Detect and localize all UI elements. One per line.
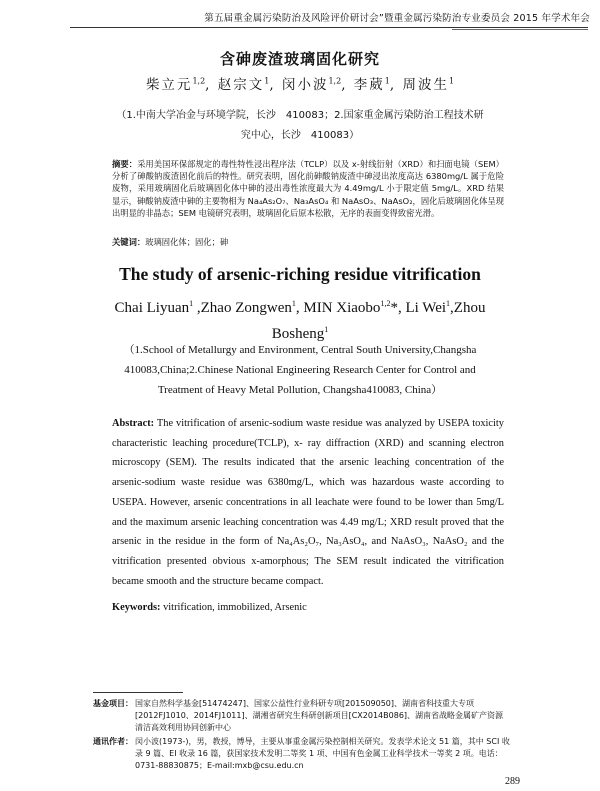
funding-label: 基金项目： xyxy=(93,699,133,708)
corresponding-author-footnote xyxy=(93,736,513,772)
author-affiliation-mark: 1,2 xyxy=(328,76,342,86)
abstract-label: 摘要： xyxy=(112,159,138,169)
english-affiliation-line: 410083,China;2.Chinese National Engineering Research Center for Control and xyxy=(124,364,476,376)
author-name: 柴立元 xyxy=(145,77,193,93)
author-affiliation-mark: 1 xyxy=(291,299,296,308)
page-number: 289 xyxy=(505,776,520,787)
author-affiliation-mark: 1,2 xyxy=(380,299,391,308)
chinese-authors: 柴立元$^{1,2}$, 赵宗文$^1$, 闵小波$^{1,2}$, 李葳$^1$, 周波生$^1$ xyxy=(145,76,455,93)
author-affiliation-mark: 1 xyxy=(324,325,329,334)
author-separator: , xyxy=(295,300,304,316)
author-affiliation-mark: 1 xyxy=(448,76,455,86)
author-name: MIN Xiaobo xyxy=(303,300,381,316)
author-name: 闵小波 xyxy=(281,77,329,93)
author-name: 周波生 xyxy=(402,77,449,93)
abstract-text: The vitrification of arsenic-sodium waste residue was analyzed by USEPA toxicity characteristic leaching procedure(TCLP), x- ray diffraction (XRD) and scanning electron microscopy (SEM). The results indicated that the arsenic leaching concentration of the arsenic-sodium waste residue was 6380mg/L, which was hazardous waste according to USEPA. However, arsenic concentrations in all leachate were found to be lower than 5mg/L and the maximum arsenic leaching concentration was 4.49 mg/L; XRD result proved that the arsenic in the residue in the form of Na₄As₂O₇, Na₃AsO₄, and NaAsO₃, NaAsO₂ and the vitrification presented obvious x-amorphous; The SEM result indicated the vitrification became smooth and the structure became compact. xyxy=(112,418,504,587)
corresponding-text: 闵小波(1973-)，男，教授，博导，主要从事重金属污染控制相关研究。发表学术论文 51 篇，其中 SCI 收录 9 篇、EI 收录 16 篇，获国家技术发明二等奖 1 项、中国有色金属工业科学技术一等奖 2 项。电话：0731-88830875；E-mail:mxb@csu.edu.cn xyxy=(135,737,510,770)
author-affiliation-mark: 1 xyxy=(384,76,390,86)
chinese-title: 含砷废渣玻璃固化研究 xyxy=(219,50,380,68)
funding-footnote xyxy=(93,698,513,734)
keywords-text: 玻璃固化体；固化；砷 xyxy=(145,237,229,247)
english-authors xyxy=(110,293,490,345)
chinese-abstract xyxy=(112,158,504,219)
author-separator: *, xyxy=(390,300,406,316)
running-header: 第五届重金属污染防治及风险评价研讨会”暨重金属污染防治专业委员会 2015 年学术年会 xyxy=(204,13,590,24)
chinese-affiliation-line: （1.中南大学冶金与环境学院，长沙 410083；2.国家重金属污染防治工程技术研 xyxy=(116,110,484,121)
english-title: The study of arsenic-riching residue vitrification xyxy=(119,264,481,284)
footnote-rule xyxy=(93,692,183,693)
author-affiliation-mark: 1 xyxy=(264,76,270,86)
author-affiliation-mark: 1 xyxy=(189,299,194,308)
author-affiliation-mark: 1 xyxy=(446,299,451,308)
keywords-label: 关键词： xyxy=(112,237,146,247)
header-rule xyxy=(70,27,588,28)
funding-text: 国家自然科学基金[51474247]、国家公益性行业科研专项[201509050]、湖南省科技重大专项[2012FJ1010、2014FJ1011]、湖湘省研究生科研创新项目[CX2014B086]、湖南省战略金属矿产资源清洁高效利用协同创新中心 xyxy=(135,699,504,732)
header-rule-secondary xyxy=(452,29,588,30)
abstract-label: Abstract: xyxy=(112,418,155,429)
author-affiliation-mark: 1,2 xyxy=(192,76,206,86)
author-separator: ,Zhou xyxy=(450,300,486,316)
author-name: 赵宗文 xyxy=(217,77,265,93)
keywords-label: Keywords: xyxy=(112,602,161,613)
chinese-keywords xyxy=(112,236,504,248)
author-name: Zhao Zongwen xyxy=(200,300,292,316)
author-name: Bosheng xyxy=(271,326,325,342)
author-separator: , xyxy=(193,300,201,316)
corresponding-label: 通讯作者： xyxy=(93,737,133,746)
english-affiliation-line: （1.School of Metallurgy and Environment, Central South University,Changsha xyxy=(123,344,477,356)
english-keywords xyxy=(112,602,504,613)
english-affiliation-line: Treatment of Heavy Metal Pollution, Changsha410083, China） xyxy=(157,384,443,396)
author-name: Li Wei xyxy=(405,300,447,316)
keywords-text: vitrification, immobilized, Arsenic xyxy=(163,602,307,613)
abstract-text: 采用美国环保部规定的毒性特性浸出程序法（TCLP）以及 x-射线衍射（XRD）和扫面电镜（SEM）分析了砷酸钠废渣固化前后的特性。研究表明，固化前砷酸钠废渣中砷浸出浓度高达 6380mg/L 属于危险废物，采用玻璃固化后玻璃固化体中砷的浸出毒性浓度最大为 4.49mg/L 小于限定值 5mg/L。XRD 结果显示，砷酸钠废渣中砷的主要物相为 Na₄As₂O₇、Na₃AsO₄ 和 NaAsO₃、NaAsO₂，固化后玻璃固化体呈现出明显的非晶态；SEM 电镜研究表明，玻璃固化后原本松散，无序的表面变得致密光滑。 xyxy=(112,159,504,218)
author-name: Chai Liyuan xyxy=(114,300,190,316)
author-name: 李葳 xyxy=(353,77,385,93)
english-abstract xyxy=(112,414,504,591)
chinese-affiliation-line: 究中心，长沙 410083） xyxy=(240,130,360,141)
